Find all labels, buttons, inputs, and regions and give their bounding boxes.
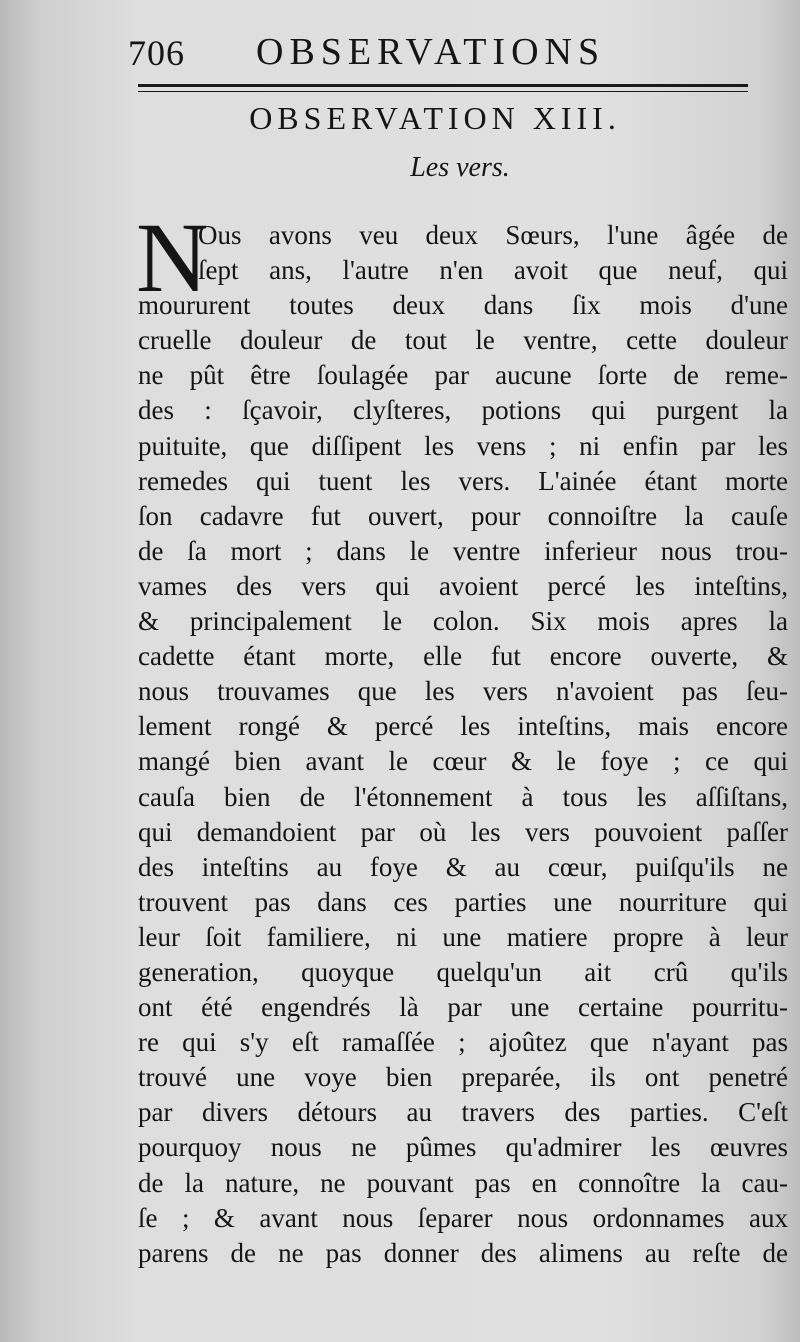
- text-line: remedes qui tuent les vers. L'ainée étant morte: [138, 465, 788, 496]
- text-line: ne pût être ſoulagée par aucune ſorte de reme-: [138, 360, 788, 391]
- text-line: qui demandoient par où les vers pouvoient paſſer: [138, 816, 788, 847]
- running-title: OBSERVATIONS: [256, 31, 606, 73]
- text-line: nous trouvames que les vers n'avoient pas ſeu-: [138, 676, 788, 707]
- text-line: & principalement le colon. Six mois apres la: [138, 606, 788, 637]
- body-text: [138, 218, 788, 1271]
- text-line: ſept ans, l'autre n'en avoit que neuf, qui: [198, 255, 788, 286]
- text-line: de la nature, ne pouvant pas en connoître la cau-: [138, 1167, 788, 1198]
- text-line: Ous avons veu deux Sœurs, l'une âgée de: [198, 220, 788, 250]
- text-line: de ſa mort ; dans le ventre inferieur nous trou-: [138, 535, 788, 566]
- text-line: ſon cadavre fut ouvert, pour connoiſtre la cauſe: [138, 500, 788, 531]
- text-line: par divers détours au travers des parties. C'eſt: [138, 1097, 788, 1128]
- text-line: lement rongé & percé les inteſtins, mais encore: [138, 711, 788, 742]
- drop-cap: N: [136, 202, 209, 313]
- text-line: puituite, que diſſipent les vens ; ni enfin par les: [138, 430, 788, 461]
- text-line: parens de ne pas donner des alimens au reſte de: [138, 1237, 788, 1268]
- text-line: moururent toutes deux dans ſix mois d'une: [138, 290, 788, 321]
- text-line: des : ſçavoir, clyſteres, potions qui purgent la: [138, 395, 788, 426]
- text-line: trouvé une voye bien preparée, ils ont penetré: [138, 1062, 788, 1093]
- text-line: des inteſtins au foye & au cœur, puiſqu'ils ne: [138, 851, 788, 882]
- text-line: trouvent pas dans ces parties une nourriture qui: [138, 886, 788, 917]
- page-number: 706: [128, 33, 185, 73]
- observation-title: OBSERVATION XIII.: [249, 100, 621, 136]
- observation-subtitle: Les vers.: [410, 152, 510, 183]
- text-line: cruelle douleur de tout le ventre, cette douleur: [138, 325, 788, 356]
- running-header: [128, 26, 768, 76]
- text-line: ſe ; & avant nous ſeparer nous ordonnames aux: [138, 1202, 788, 1233]
- text-line: cadette étant morte, elle fut encore ouverte, &: [138, 641, 788, 672]
- text-line: cauſa bien de l'étonnement à tous les aſſiſtans,: [138, 781, 788, 812]
- header-rule-thick: [138, 84, 748, 87]
- text-line: leur ſoit familiere, ni une matiere propre à leur: [138, 921, 788, 952]
- text-line: ont été engendrés là par une certaine pourritu-: [138, 992, 788, 1023]
- header-rule-thin: [138, 91, 748, 92]
- text-line: mangé bien avant le cœur & le foye ; ce qui: [138, 746, 788, 777]
- text-line: re qui s'y eſt ramaſſée ; ajoûtez que n'ayant pas: [138, 1027, 788, 1058]
- text-line: generation, quoyque quelqu'un ait crû qu'ils: [138, 956, 788, 987]
- text-line: pourquoy nous ne pûmes qu'admirer les œuvres: [138, 1132, 788, 1163]
- text-line: vames des vers qui avoient percé les inteſtins,: [138, 570, 788, 601]
